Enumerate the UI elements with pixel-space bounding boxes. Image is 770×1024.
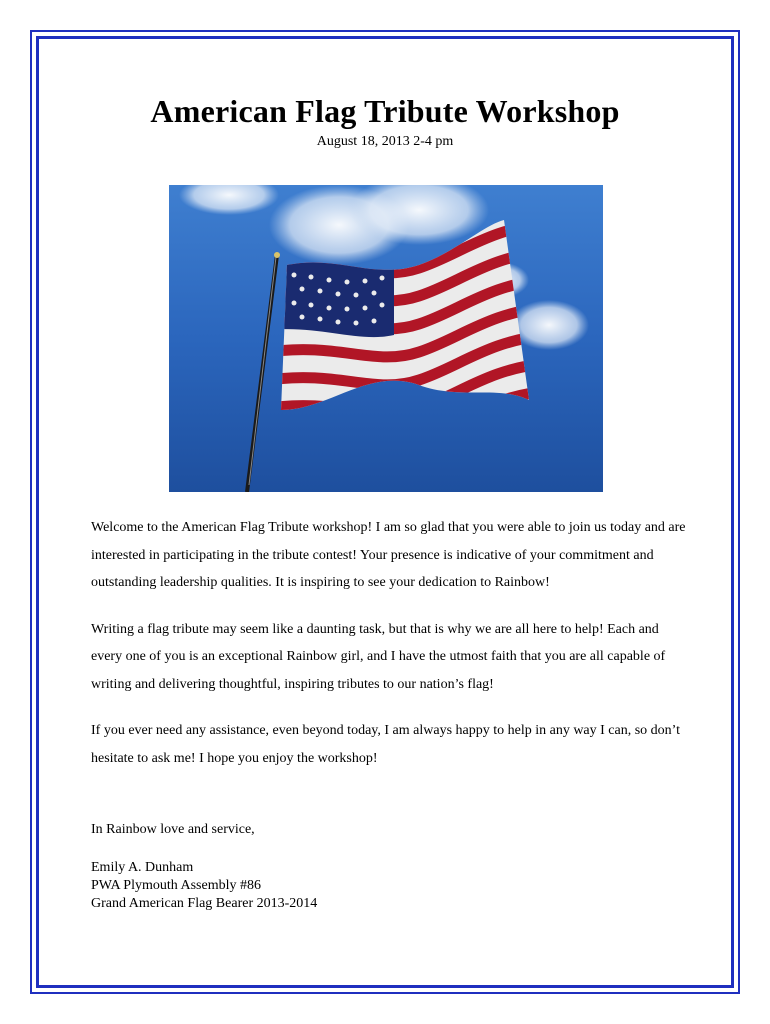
event-date: August 18, 2013 2-4 pm (316, 134, 454, 149)
paragraph-encouragement: Writing a flag tribute may seem like a daunting task, but that is why we are all here to help! Each and every one of you is an exceptional Rainbow girl, and I have the utmost faith that you are all capable of writing and delivering thoughtful, inspiring tributes to our nation’s flag! (91, 621, 666, 692)
flag-illustration (169, 185, 603, 492)
paragraph-welcome: Welcome to the American Flag Tribute workshop! I am so glad that you were able to join us today and are interested in participating in the tribute contest! Your presence is indicative of your commitment and outstanding leadership qualities. It is inspiring to see your dedication to Rainbow! (91, 520, 686, 590)
paragraph-assistance: If you ever need any assistance, even beyond today, I am always happy to help in any way I can, so don’t hesitate to ask me! I hope you enjoy the workshop! (91, 723, 680, 766)
document-title: American Flag Tribute Workshop (150, 93, 620, 129)
signature-title: Grand American Flag Bearer 2013-2014 (91, 896, 318, 911)
closing-line: In Rainbow love and service, (91, 822, 255, 837)
american-flag-photo (169, 185, 603, 492)
signature-block (91, 859, 317, 913)
page-border-inner (36, 36, 734, 988)
letter-body (91, 514, 691, 791)
signature-assembly: PWA Plymouth Assembly #86 (91, 878, 261, 893)
signature-name: Emily A. Dunham (91, 860, 194, 875)
